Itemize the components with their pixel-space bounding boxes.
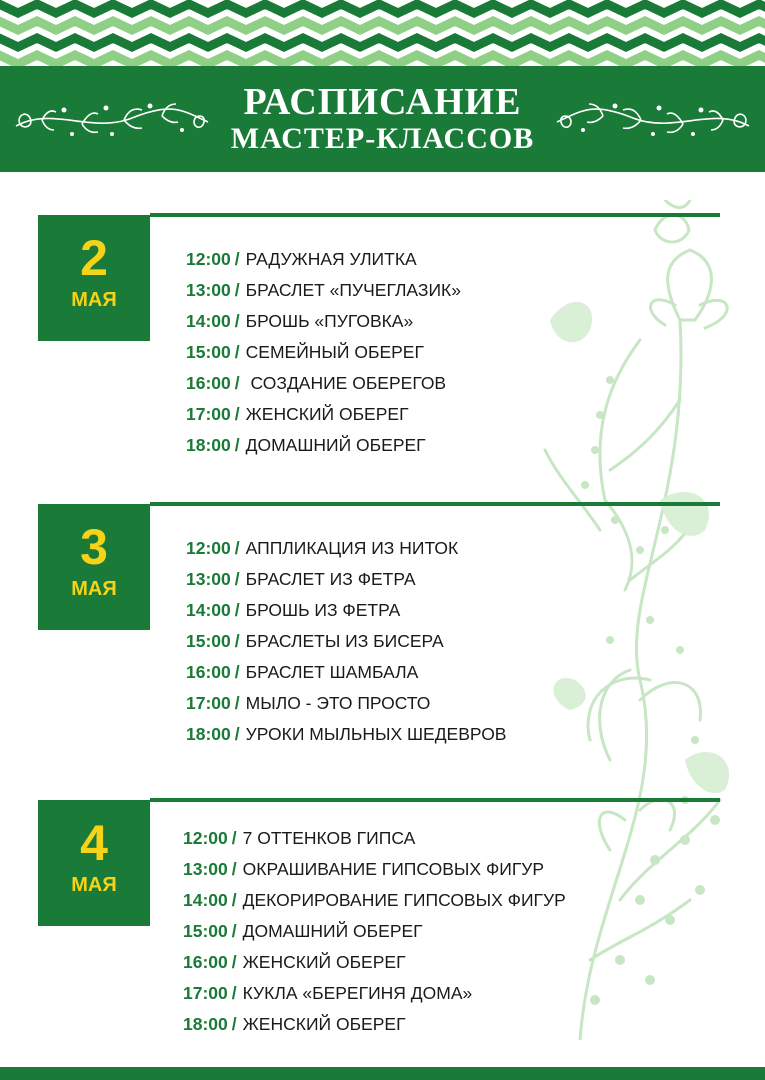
schedule-time: 17:00 [183, 983, 228, 1003]
floral-swirl-right-icon [553, 96, 753, 144]
day-divider-line [150, 798, 720, 802]
schedule-item: 17:00 / КУКЛА «БЕРЕГИНЯ ДОМА» [183, 983, 473, 1003]
schedule-title: ДЕКОРИРОВАНИЕ ГИПСОВЫХ ФИГУР [242, 890, 566, 910]
day-badge [38, 215, 150, 341]
schedule-time: 15:00 [183, 921, 228, 941]
schedule-time: 12:00 [186, 538, 231, 558]
schedule-list [186, 244, 461, 461]
schedule-item: 17:00 / МЫЛО - ЭТО ПРОСТО [186, 693, 431, 713]
schedule-time: 14:00 [186, 600, 231, 620]
schedule-time: 13:00 [186, 280, 231, 300]
day-number: 3 [80, 519, 108, 575]
schedule-item: 14:00 / БРОШЬ ИЗ ФЕТРА [186, 600, 401, 620]
schedule-item: 12:00 / РАДУЖНАЯ УЛИТКА [186, 249, 417, 269]
schedule-title: РАДУЖНАЯ УЛИТКА [245, 249, 417, 269]
schedule-title: СЕМЕЙНЫЙ ОБЕРЕГ [245, 342, 424, 362]
schedule-item: 15:00 / БРАСЛЕТЫ ИЗ БИСЕРА [186, 631, 444, 651]
schedule-title: БРАСЛЕТ «ПУЧЕГЛАЗИК» [245, 280, 461, 300]
page-title: РАСПИСАНИЕ [243, 81, 522, 123]
schedule-item: 15:00 / ДОМАШНИЙ ОБЕРЕГ [183, 921, 423, 941]
schedule-title: МЫЛО - ЭТО ПРОСТО [245, 693, 431, 713]
schedule-item: 15:00 / СЕМЕЙНЫЙ ОБЕРЕГ [186, 342, 424, 362]
schedule-item: 18:00 / ЖЕНСКИЙ ОБЕРЕГ [183, 1014, 406, 1034]
schedule-time: 13:00 [186, 569, 231, 589]
schedule-item: 16:00 / СОЗДАНИЕ ОБЕРЕГОВ [186, 373, 447, 393]
schedule-item: 16:00 / ЖЕНСКИЙ ОБЕРЕГ [183, 952, 406, 972]
schedule-title: БРАСЛЕТЫ ИЗ БИСЕРА [245, 631, 444, 651]
day-divider-line [150, 502, 720, 506]
schedule-title: БРАСЛЕТ ШАМБАЛА [245, 662, 419, 682]
schedule-time: 14:00 [183, 890, 228, 910]
chevron-stripe [0, 21, 765, 30]
schedule-item: 13:00 / БРАСЛЕТ «ПУЧЕГЛАЗИК» [186, 280, 461, 300]
chevron-stripe [0, 55, 765, 64]
schedule-title: ДОМАШНИЙ ОБЕРЕГ [242, 921, 423, 941]
day-number: 4 [80, 815, 108, 871]
day-month: МАЯ [71, 874, 117, 896]
schedule-item: 17:00 / ЖЕНСКИЙ ОБЕРЕГ [186, 404, 409, 424]
schedule-title: ЖЕНСКИЙ ОБЕРЕГ [242, 952, 406, 972]
schedule-title: ЖЕНСКИЙ ОБЕРЕГ [245, 404, 409, 424]
schedule-item: 18:00 / УРОКИ МЫЛЬНЫХ ШЕДЕВРОВ [186, 724, 507, 744]
schedule-list [183, 823, 566, 1040]
day-badge [38, 504, 150, 630]
schedule-title: АППЛИКАЦИЯ ИЗ НИТОК [245, 538, 459, 558]
schedule-title: СОЗДАНИЕ ОБЕРЕГОВ [245, 373, 447, 393]
schedule-time: 13:00 [183, 859, 228, 879]
schedule-item: 13:00 / ОКРАШИВАНИЕ ГИПСОВЫХ ФИГУР [183, 859, 545, 879]
day-month: МАЯ [71, 578, 117, 600]
schedule-time: 17:00 [186, 404, 231, 424]
schedule-time: 18:00 [183, 1014, 228, 1034]
schedule-time: 16:00 [186, 662, 231, 682]
day-badge [38, 800, 150, 926]
schedule-time: 14:00 [186, 311, 231, 331]
chevron-pattern-band [0, 0, 765, 66]
schedule-time: 16:00 [183, 952, 228, 972]
chevron-stripe [0, 38, 765, 47]
schedule-time: 16:00 [186, 373, 231, 393]
day-number: 2 [80, 230, 108, 286]
schedule-item: 12:00 / 7 ОТТЕНКОВ ГИПСА [183, 828, 416, 848]
schedule-time: 12:00 [186, 249, 231, 269]
schedule-item: 13:00 / БРАСЛЕТ ИЗ ФЕТРА [186, 569, 416, 589]
schedule-list [186, 533, 506, 750]
schedule-title: БРОШЬ ИЗ ФЕТРА [245, 600, 401, 620]
schedule-time: 17:00 [186, 693, 231, 713]
floral-swirl-left-icon [12, 96, 212, 144]
schedule-title: ДОМАШНИЙ ОБЕРЕГ [245, 435, 426, 455]
schedule-item: 14:00 / БРОШЬ «ПУГОВКА» [186, 311, 414, 331]
schedule-time: 15:00 [186, 342, 231, 362]
schedule-item: 18:00 / ДОМАШНИЙ ОБЕРЕГ [186, 435, 426, 455]
schedule-item: 14:00 / ДЕКОРИРОВАНИЕ ГИПСОВЫХ ФИГУР [183, 890, 566, 910]
chevron-pattern [0, 0, 765, 66]
page-subtitle: МАСТЕР-КЛАССОВ [230, 122, 535, 155]
schedule-time: 12:00 [183, 828, 228, 848]
schedule-title: ЖЕНСКИЙ ОБЕРЕГ [242, 1014, 406, 1034]
schedule-title: БРОШЬ «ПУГОВКА» [245, 311, 414, 331]
schedule-item: 12:00 / АППЛИКАЦИЯ ИЗ НИТОК [186, 538, 459, 558]
day-divider-line [150, 213, 720, 217]
chevron-stripe [0, 4, 765, 13]
schedule-title: ОКРАШИВАНИЕ ГИПСОВЫХ ФИГУР [242, 859, 545, 879]
day-month: МАЯ [71, 289, 117, 311]
schedule-title: КУКЛА «БЕРЕГИНЯ ДОМА» [242, 983, 473, 1003]
schedule-time: 15:00 [186, 631, 231, 651]
schedule-title: УРОКИ МЫЛЬНЫХ ШЕДЕВРОВ [245, 724, 507, 744]
schedule-item: 16:00 / БРАСЛЕТ ШАМБАЛА [186, 662, 419, 682]
schedule-title: 7 ОТТЕНКОВ ГИПСА [242, 828, 416, 848]
schedule-time: 18:00 [186, 724, 231, 744]
schedule-title: БРАСЛЕТ ИЗ ФЕТРА [245, 569, 416, 589]
footer-band [0, 1067, 765, 1080]
schedule-time: 18:00 [186, 435, 231, 455]
